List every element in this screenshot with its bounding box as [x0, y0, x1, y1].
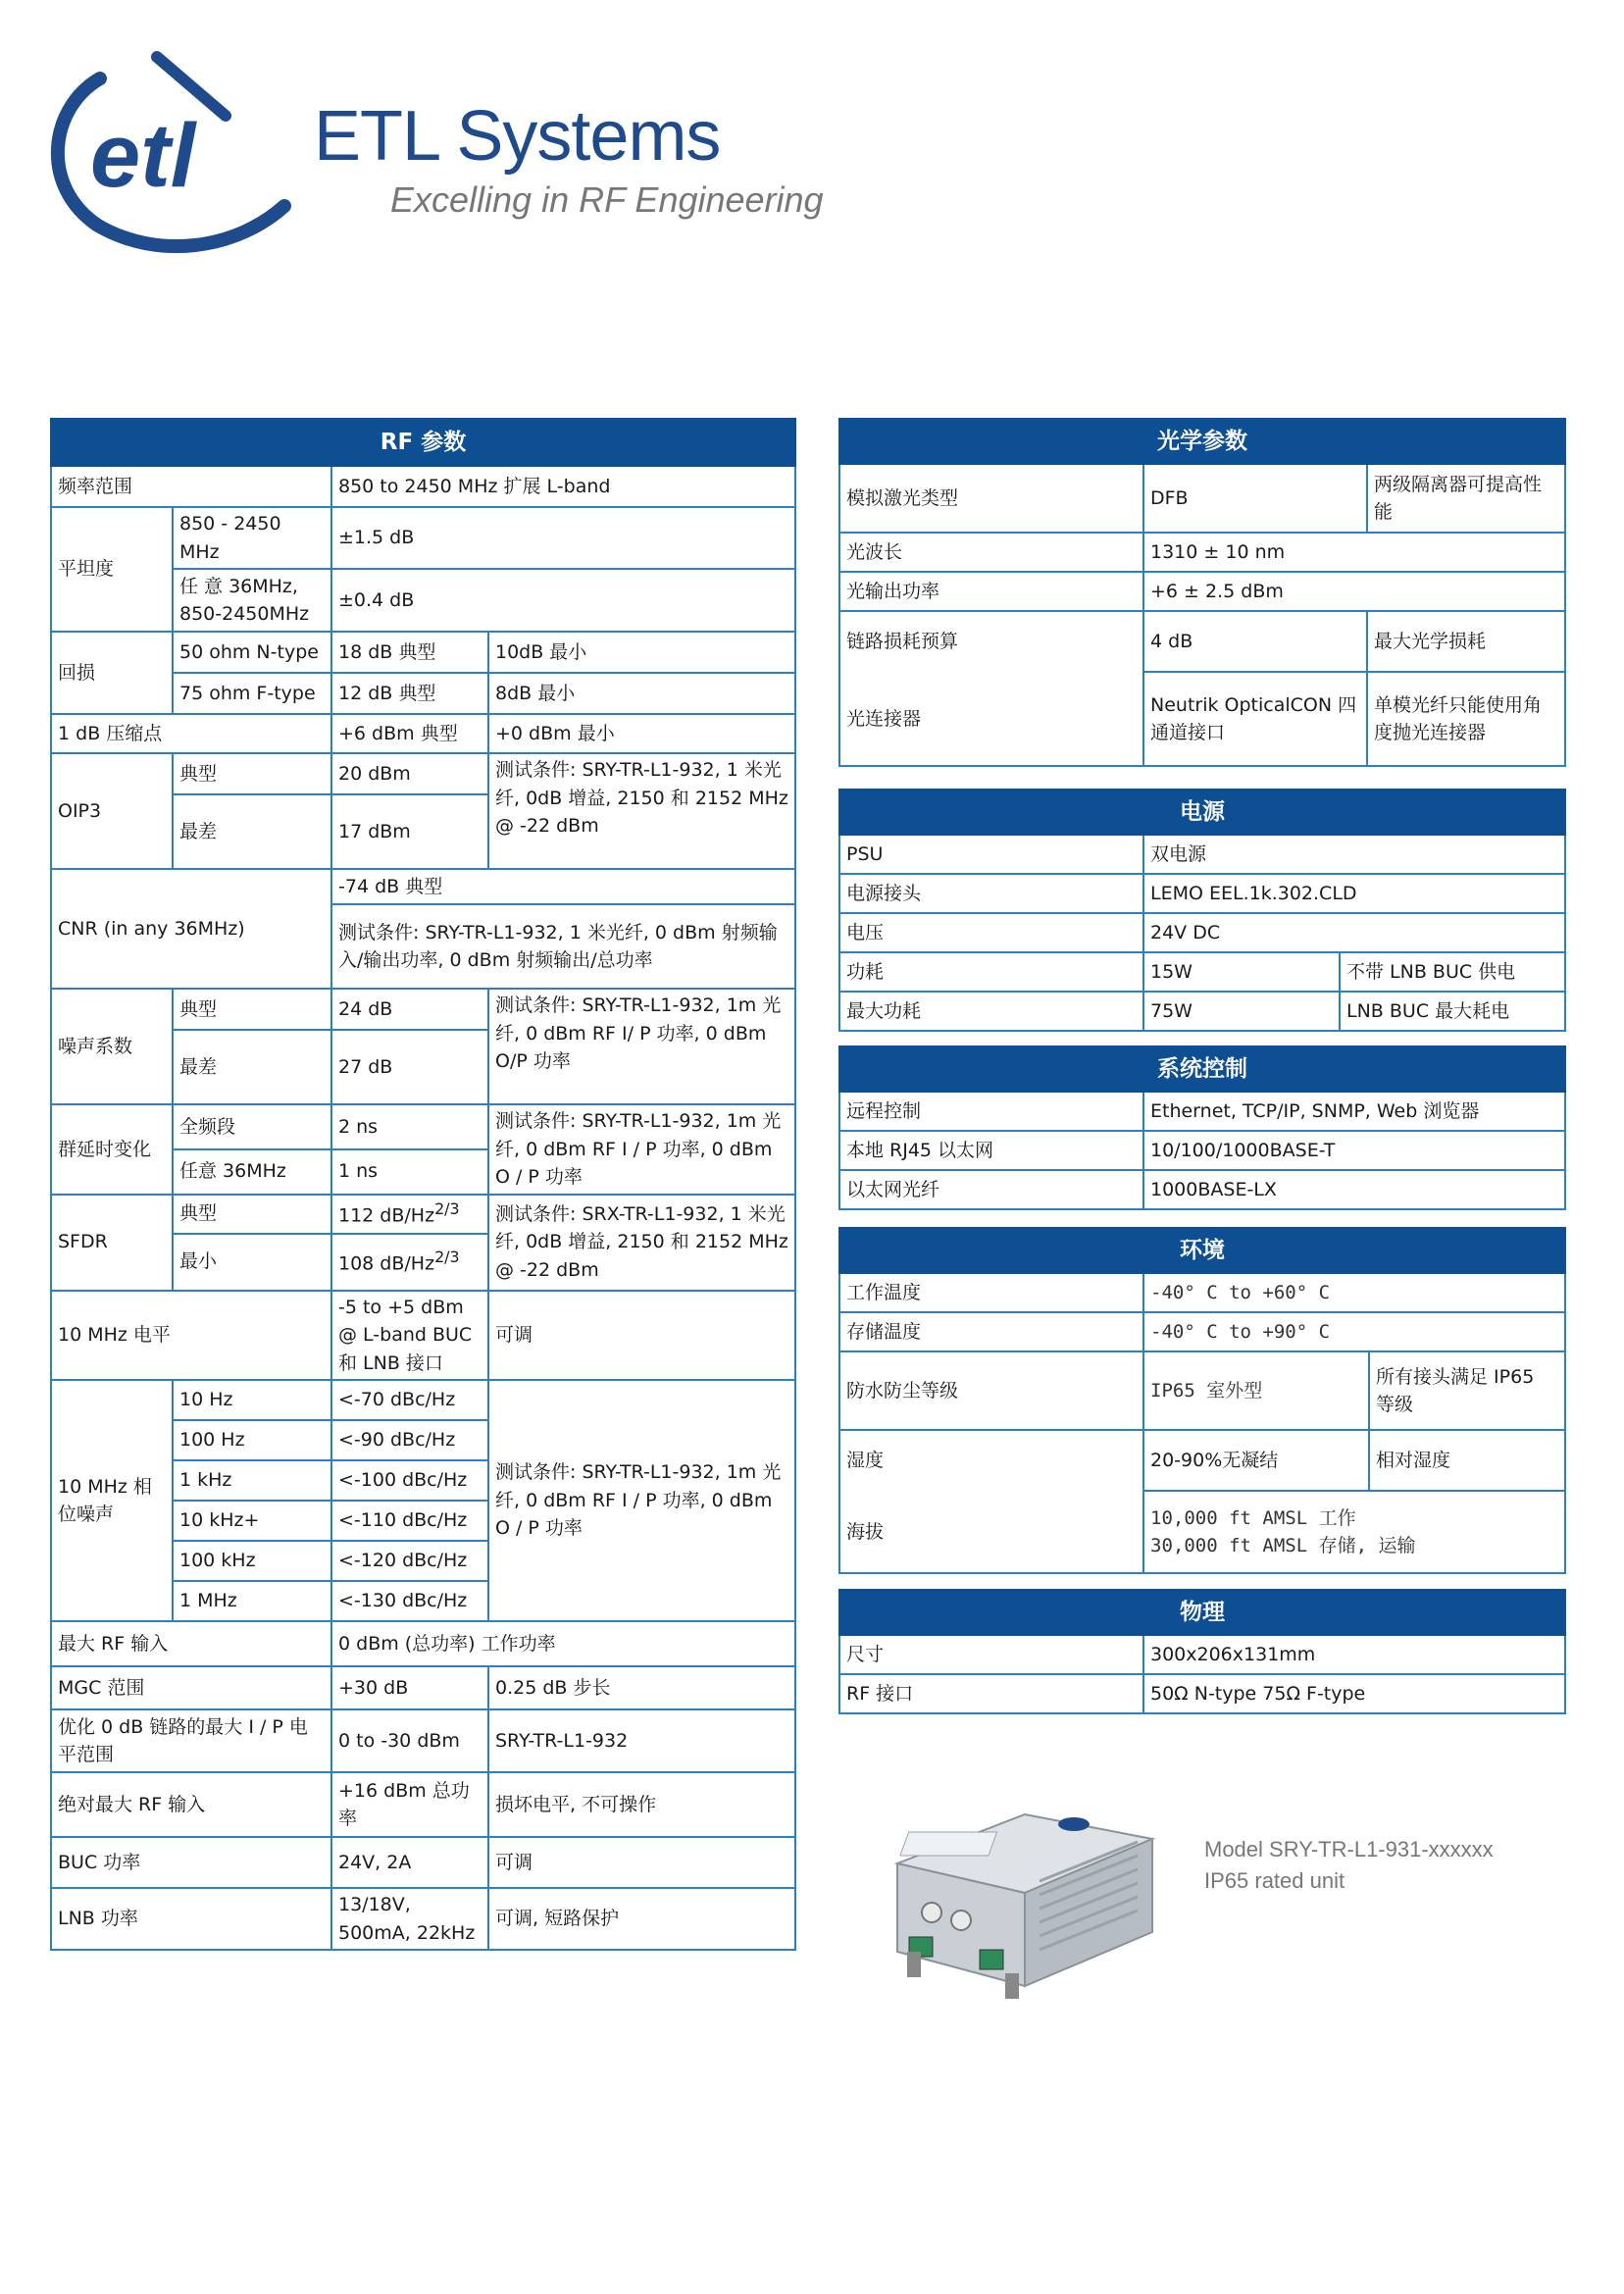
storage-temp-value: -40° C to +90° C [1143, 1312, 1565, 1351]
optimal-input-note: SRY-TR-L1-932 [488, 1709, 795, 1772]
oip3-sub: 典型 [173, 753, 331, 794]
laser-type-value: DFB [1143, 464, 1367, 533]
phase-noise-freq: 10 Hz [173, 1380, 331, 1420]
phase-noise-value: <-90 dBc/Hz [331, 1420, 488, 1460]
max-consumption-note: LNB BUC 最大耗电 [1340, 992, 1565, 1031]
group-delay-sub: 全频段 [173, 1104, 331, 1149]
sfdr-value: 112 $dB/Hz^{2/3}$ [331, 1195, 488, 1234]
altitude-storage: 30,000 ft AMSL 存储, 运输 [1150, 1535, 1416, 1556]
p1db-label: 1 dB 压缩点 [51, 714, 331, 753]
voltage-label: 电压 [839, 913, 1143, 952]
group-delay-value: 1 ns [331, 1149, 488, 1195]
operating-temp-label: 工作温度 [839, 1273, 1143, 1312]
psu-label: PSU [839, 835, 1143, 874]
power-plug-label: 电源接头 [839, 874, 1143, 913]
optical-output-label: 光输出功率 [839, 572, 1143, 611]
oip3-condition: 测试条件: SRY-TR-L1-932, 1 米光纤, 0dB 增益, 2150 和 2152 MHz @ -22 dBm [488, 753, 795, 869]
rf-interface-label: RF 接口 [839, 1674, 1143, 1713]
consumption-note: 不带 LNB BUC 供电 [1340, 952, 1565, 992]
noise-figure-sub: 典型 [173, 989, 331, 1030]
return-loss-label: 回损 [51, 632, 173, 714]
sfdr-value: 108 $dB/Hz^{2/3}$ [331, 1234, 488, 1291]
environment-table [838, 1227, 1566, 1574]
humidity-note: 相对湿度 [1369, 1430, 1565, 1491]
transceiver-unit-icon [878, 1756, 1162, 2011]
company-name: ETL Systems [314, 97, 721, 176]
rf-parameters-table [50, 418, 796, 1951]
operating-temp-value: -40° C to +60° C [1143, 1273, 1565, 1312]
laser-type-label: 模拟激光类型 [839, 464, 1143, 533]
buc-power-label: BUC 功率 [51, 1837, 331, 1888]
phase-noise-value: <-130 dBc/Hz [331, 1581, 488, 1621]
power-table-title: 电源 [839, 790, 1565, 835]
abs-max-input-note: 损坏电平, 不可操作 [488, 1772, 795, 1837]
etl-swoosh-icon [39, 39, 294, 265]
flatness-value: ±1.5 dB [331, 507, 795, 569]
rj45-label: 本地 RJ45 以太网 [839, 1131, 1143, 1170]
buc-power-value: 24V, 2A [331, 1837, 488, 1888]
remote-control-label: 远程控制 [839, 1092, 1143, 1131]
voltage-value: 24V DC [1143, 913, 1565, 952]
svg-text:etl: etl [90, 106, 196, 206]
abs-max-input-value: +16 dBm 总功率 [331, 1772, 488, 1837]
lnb-power-label: LNB 功率 [51, 1888, 331, 1950]
product-image [878, 1756, 1162, 2011]
ethernet-fiber-value: 1000BASE-LX [1143, 1170, 1565, 1209]
product-model: Model SRY-TR-L1-931-xxxxxx [1204, 1837, 1494, 1861]
flatness-sub: 任 意 36MHz, 850-2450MHz [173, 569, 331, 632]
ref-level-label: 10 MHz 电平 [51, 1291, 331, 1381]
lnb-power-value: 13/18V, 500mA, 22kHz [331, 1888, 488, 1950]
rf-interface-value: 50Ω N-type 75Ω F-type [1143, 1674, 1565, 1713]
phase-noise-label: 10 MHz 相位噪声 [51, 1380, 173, 1621]
consumption-label: 功耗 [839, 952, 1143, 992]
max-consumption-value: 75W [1143, 992, 1340, 1031]
company-logo [39, 39, 843, 265]
company-tagline: Excelling in RF Engineering [390, 179, 824, 220]
sfdr-sub: 最小 [173, 1234, 331, 1291]
noise-figure-value: 24 dB [331, 989, 488, 1030]
size-value: 300x206x131mm [1143, 1635, 1565, 1674]
freq-range-label: 频率范围 [51, 466, 331, 507]
return-loss-sub: 75 ohm F-type [173, 673, 331, 714]
return-loss-min: 8dB 最小 [488, 673, 795, 714]
flatness-sub: 850 - 2450 MHz [173, 507, 331, 569]
link-budget-note: 最大光学损耗 [1367, 611, 1565, 672]
sfdr-sub: 典型 [173, 1195, 331, 1234]
humidity-label: 湿度 [839, 1430, 1143, 1491]
p1db-min: +0 dBm 最小 [488, 714, 795, 753]
humidity-value: 20-90%无凝结 [1143, 1430, 1369, 1491]
phase-noise-value: <-100 dBc/Hz [331, 1460, 488, 1501]
noise-figure-value: 27 dB [331, 1030, 488, 1104]
phase-noise-value: <-120 dBc/Hz [331, 1541, 488, 1581]
altitude-value [1143, 1491, 1565, 1573]
ref-level-value: -5 to +5 dBm @ L-band BUC 和 LNB 接口 [331, 1291, 488, 1381]
sfdr-label: SFDR [51, 1195, 173, 1291]
cnr-label: CNR (in any 36MHz) [51, 869, 331, 989]
optical-connector-label: 光连接器 [839, 672, 1143, 766]
oip3-value: 17 dBm [331, 794, 488, 869]
freq-range-value: 850 to 2450 MHz 扩展 L-band [331, 466, 795, 507]
p1db-typ: +6 dBm 典型 [331, 714, 488, 753]
group-delay-condition: 测试条件: SRY-TR-L1-932, 1m 光纤, 0 dBm RF I / P 功率, 0 dBm O / P 功率 [488, 1104, 795, 1195]
abs-max-input-label: 绝对最大 RF 输入 [51, 1772, 331, 1837]
return-loss-typ: 12 dB 典型 [331, 673, 488, 714]
oip3-sub: 最差 [173, 794, 331, 869]
rj45-value: 10/100/1000BASE-T [1143, 1131, 1565, 1170]
remote-control-value: Ethernet, TCP/IP, SNMP, Web 浏览器 [1143, 1092, 1565, 1131]
phase-noise-condition: 测试条件: SRY-TR-L1-932, 1m 光纤, 0 dBm RF I / P 功率, 0 dBm O / P 功率 [488, 1380, 795, 1621]
flatness-label: 平坦度 [51, 507, 173, 632]
phase-noise-value: <-70 dBc/Hz [331, 1380, 488, 1420]
product-rating: IP65 rated unit [1204, 1867, 1345, 1893]
max-rf-input-label: 最大 RF 输入 [51, 1621, 331, 1666]
system-table-title: 系统控制 [839, 1046, 1565, 1092]
return-loss-min: 10dB 最小 [488, 632, 795, 673]
flatness-value: ±0.4 dB [331, 569, 795, 632]
psu-value: 双电源 [1143, 835, 1565, 874]
optimal-input-label: 优化 0 dB 链路的最大 I / P 电平范围 [51, 1709, 331, 1772]
oip3-value: 20 dBm [331, 753, 488, 794]
cnr-condition: 测试条件: SRY-TR-L1-932, 1 米光纤, 0 dBm 射频输入/输出功率, 0 dBm 射频输出/总功率 [331, 904, 795, 989]
altitude-label: 海拔 [839, 1491, 1143, 1573]
ip-rating-value: IP65 室外型 [1143, 1351, 1369, 1430]
power-table [838, 789, 1566, 1032]
mgc-step: 0.25 dB 步长 [488, 1666, 795, 1709]
sfdr-condition: 测试条件: SRX-TR-L1-932, 1 米光纤, 0dB 增益, 2150 和 2152 MHz @ -22 dBm [488, 1195, 795, 1291]
return-loss-sub: 50 ohm N-type [173, 632, 331, 673]
link-budget-label: 链路损耗预算 [839, 611, 1143, 672]
max-rf-input-value: 0 dBm (总功率) 工作功率 [331, 1621, 795, 1666]
phase-noise-freq: 10 kHz+ [173, 1501, 331, 1541]
buc-power-note: 可调 [488, 1837, 795, 1888]
optical-parameters-table [838, 418, 1566, 767]
rf-table-title: RF 参数 [51, 419, 795, 466]
lnb-power-note: 可调, 短路保护 [488, 1888, 795, 1950]
link-budget-value: 4 dB [1143, 611, 1367, 672]
consumption-value: 15W [1143, 952, 1340, 992]
ip-rating-label: 防水防尘等级 [839, 1351, 1143, 1430]
optical-connector-value: Neutrik OpticalCON 四通道接口 [1143, 672, 1367, 766]
optical-output-value: +6 ± 2.5 dBm [1143, 572, 1565, 611]
mgc-range-value: +30 dB [331, 1666, 488, 1709]
phase-noise-freq: 100 kHz [173, 1541, 331, 1581]
size-label: 尺寸 [839, 1635, 1143, 1674]
altitude-operating: 10,000 ft AMSL 工作 [1150, 1506, 1356, 1529]
storage-temp-label: 存储温度 [839, 1312, 1143, 1351]
phase-noise-value: <-110 dBc/Hz [331, 1501, 488, 1541]
ethernet-fiber-label: 以太网光纤 [839, 1170, 1143, 1209]
physical-table [838, 1589, 1566, 1714]
group-delay-value: 2 ns [331, 1104, 488, 1149]
optical-connector-note: 单模光纤只能使用角度抛光连接器 [1367, 672, 1565, 766]
phase-noise-freq: 1 MHz [173, 1581, 331, 1621]
ip-rating-note: 所有接头满足 IP65 等级 [1369, 1351, 1565, 1430]
laser-type-note: 两级隔离器可提高性能 [1367, 464, 1565, 533]
ref-level-note: 可调 [488, 1291, 795, 1381]
power-plug-value: LEMO EEL.1k.302.CLD [1143, 874, 1565, 913]
optical-table-title: 光学参数 [839, 419, 1565, 464]
phase-noise-freq: 1 kHz [173, 1460, 331, 1501]
oip3-label: OIP3 [51, 753, 173, 869]
group-delay-sub: 任意 36MHz [173, 1149, 331, 1195]
max-consumption-label: 最大功耗 [839, 992, 1143, 1031]
wavelength-label: 光波长 [839, 533, 1143, 572]
mgc-range-label: MGC 范围 [51, 1666, 331, 1709]
physical-table-title: 物理 [839, 1590, 1565, 1635]
system-control-table [838, 1045, 1566, 1210]
noise-figure-sub: 最差 [173, 1030, 331, 1104]
noise-figure-condition: 测试条件: SRY-TR-L1-932, 1m 光纤, 0 dBm RF I/ P 功率, 0 dBm O/P 功率 [488, 989, 795, 1104]
wavelength-value: 1310 ± 10 nm [1143, 533, 1565, 572]
environment-table-title: 环境 [839, 1228, 1565, 1273]
return-loss-typ: 18 dB 典型 [331, 632, 488, 673]
group-delay-label: 群延时变化 [51, 1104, 173, 1195]
optimal-input-value: 0 to -30 dBm [331, 1709, 488, 1772]
noise-figure-label: 噪声系数 [51, 989, 173, 1104]
product-caption [1204, 1834, 1494, 1897]
phase-noise-freq: 100 Hz [173, 1420, 331, 1460]
cnr-value: -74 dB 典型 [331, 869, 795, 904]
